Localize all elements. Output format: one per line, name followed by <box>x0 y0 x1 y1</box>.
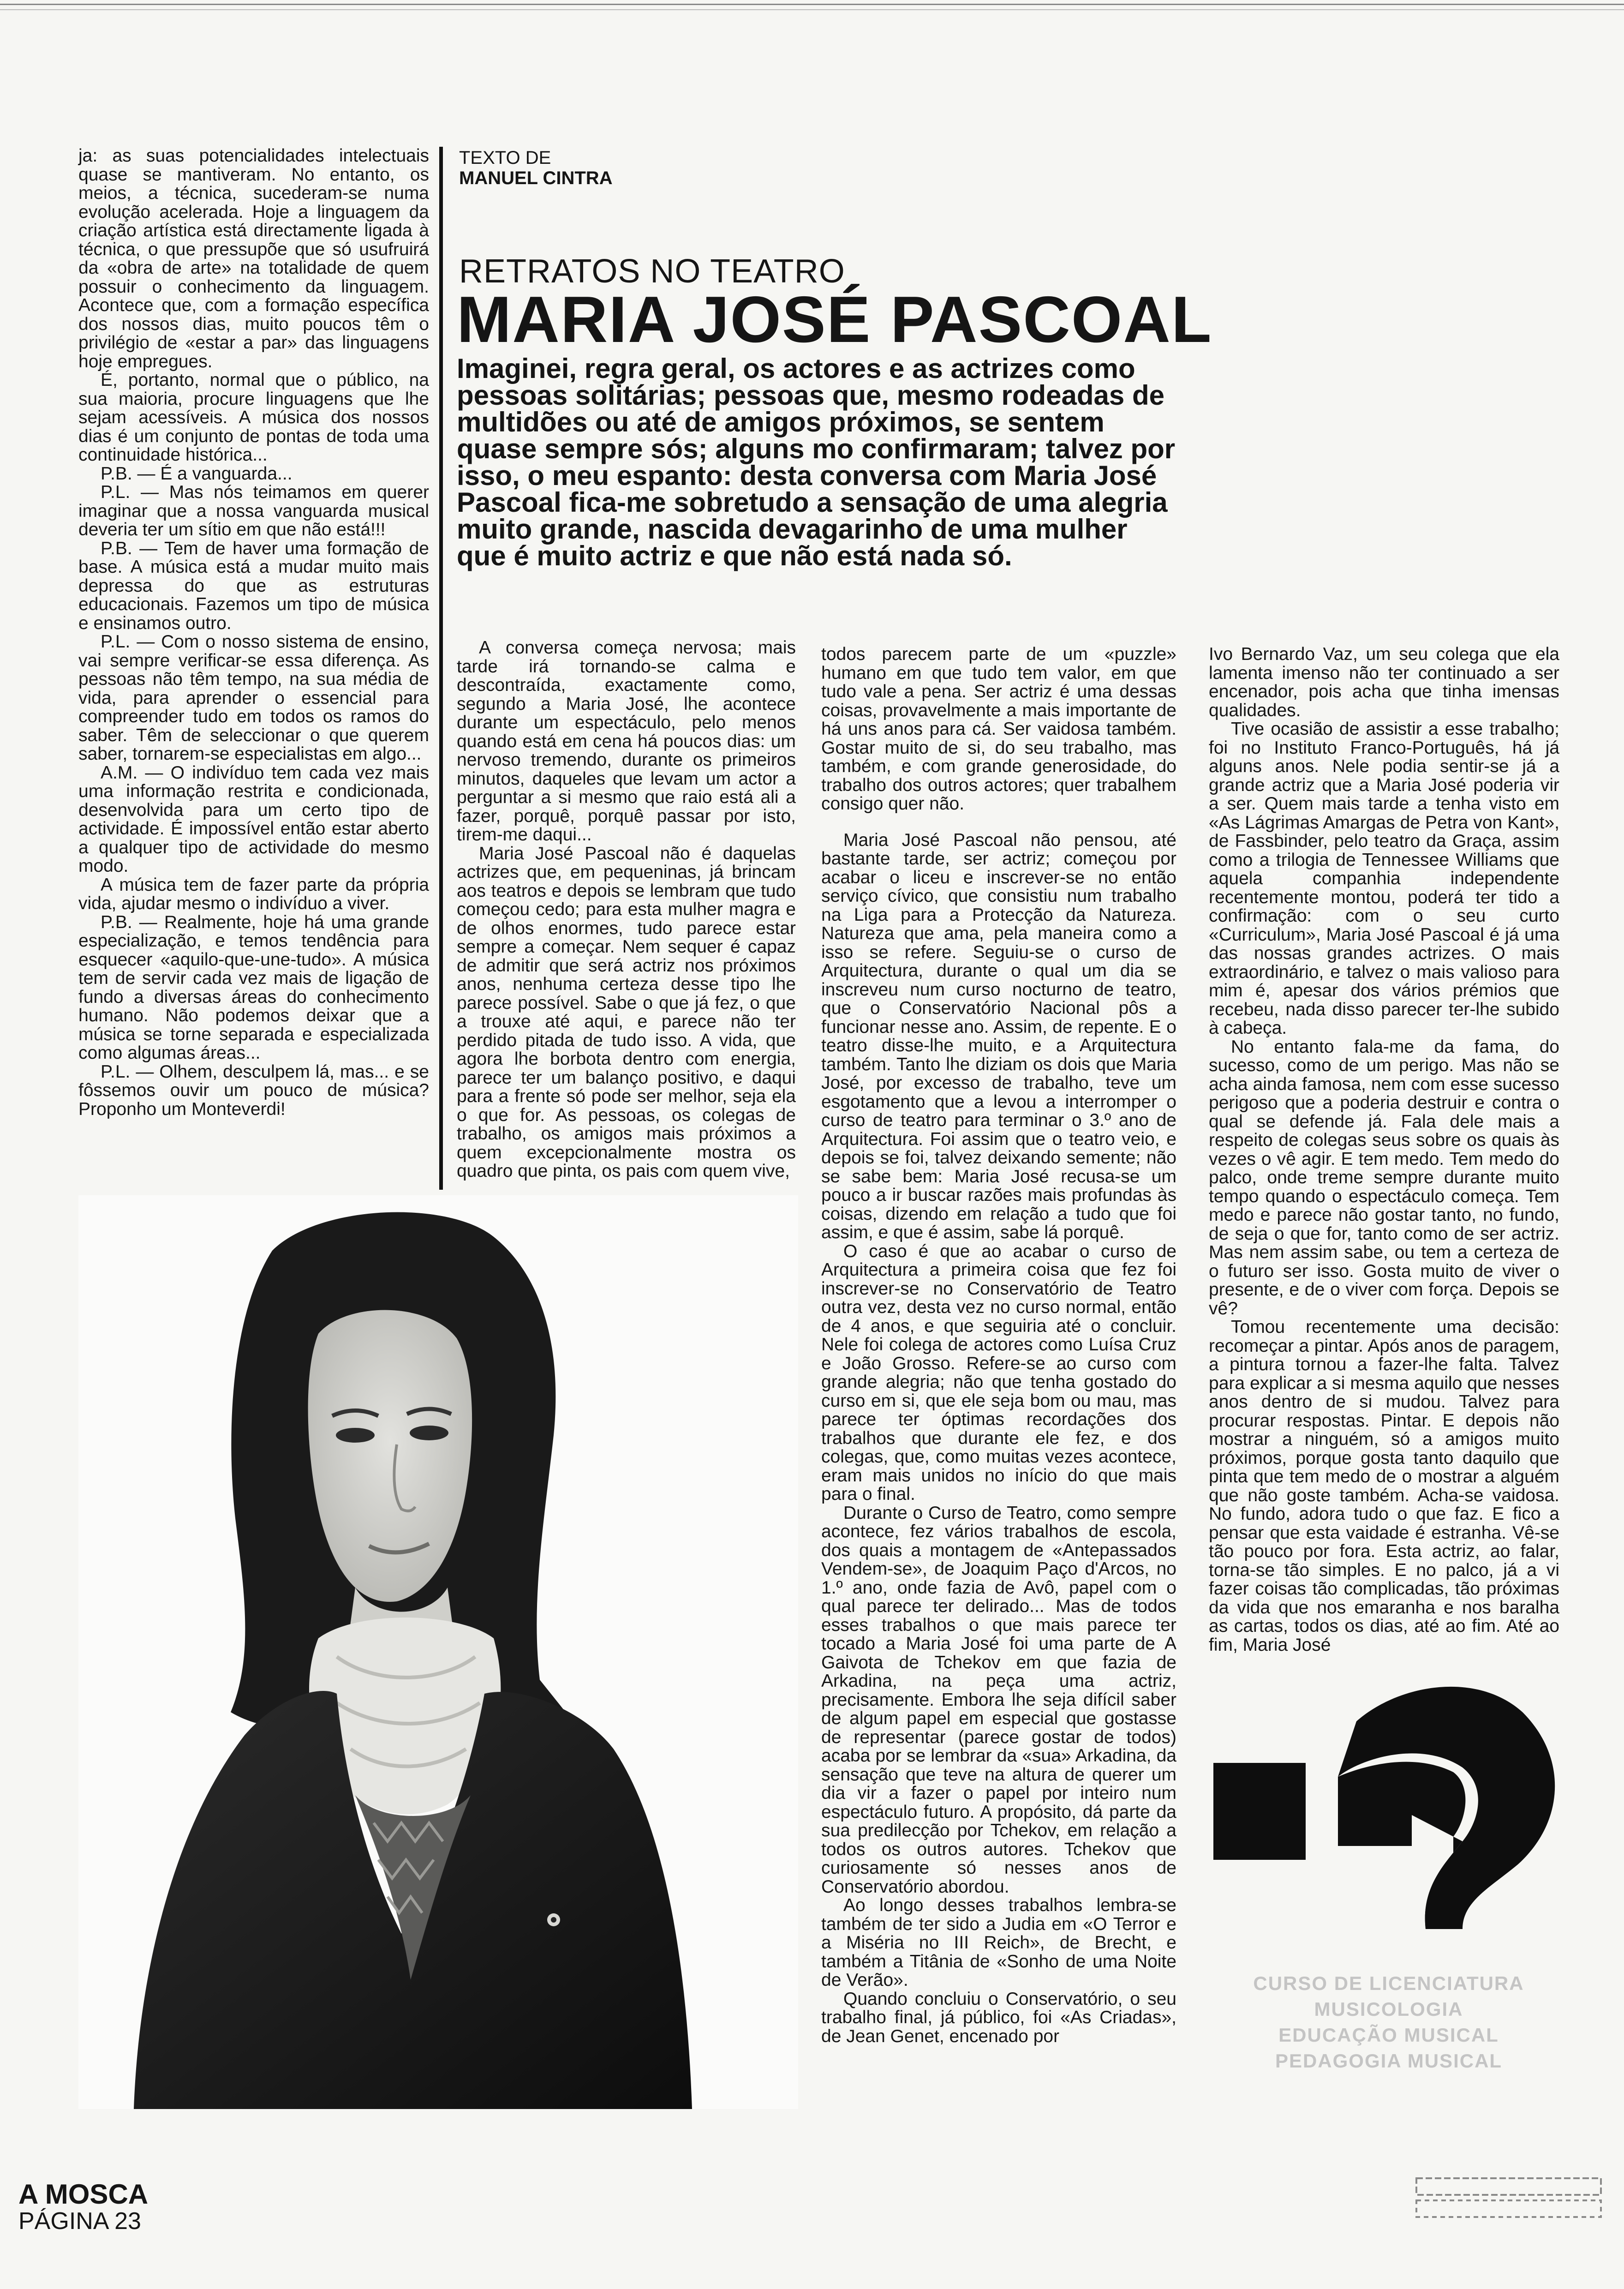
paragraph: A conversa começa nervosa; mais tarde irá tornando-se calma e descontraída, exactamente como, segundo a Maria José, lhe acontece durante um espectáculo, pelo menos quando está em cena há poucos dias: um nervoso tremendo, durante os primeiros minutos, daqueles que levam um actor a perguntar a si mesmo que raio está ali a fazer, porquê, porquê passar por isto, tirem-me daqui... <box>457 638 796 845</box>
ghost-line: MUSICOLOGIA <box>1314 1998 1463 2020</box>
byline <box>459 148 613 188</box>
top-border-line-secondary <box>0 9 1624 10</box>
paragraph: A música tem de fazer parte da própria vida, ajudar mesmo o indivíduo a viver. <box>78 875 429 913</box>
paragraph: ja: as suas potencialidades intelectuais quase se mantiveram. No entanto, os meios, a técnica, sucederam-se numa evolução acelerada. Hoje a linguagem da criação artística está directamente ligada à técnica, o que pressupõe que só usufruirá da «obra de arte» na totalidade de quem possuir o conhecimento da linguagem. Acontece que, com a formação específica dos nossos dias, muito poucos têm o privilégio de «estar a par» das linguagens hoje empregues. <box>78 146 429 372</box>
question-mark-graphic <box>1204 1671 1587 1971</box>
page-footer <box>18 2181 148 2234</box>
article-column-3 <box>1209 645 1559 1654</box>
paragraph: É, portanto, normal que o público, na sua maioria, procure linguagens que lhe sejam acessíveis. A música dos nossos dias é um conjunto de pontas de toda uma continuidade histórica... <box>78 370 429 465</box>
paragraph: Tive ocasião de assistir a esse trabalho; foi no Instituto Franco-Português, há já alguns anos. Nele podia sentir-se já a grande actriz que a Maria José poderia vir a ser. Quem mais tarde a tenha visto em «As Lágrimas Amargas de Petra von Kant», de Fassbinder, pelo teatro da Graça, assim como a trilogia de Tennessee Williams que aquela companhia independente recentemente montou, poderá ter tido a confirmação: com o seu curto «Curriculum», Maria José Pascoal é já uma das nossas grandes actrizes. O mais extraordinário, e talvez o mais valioso para mim é, apesar dos vários prémios que recebeu, nada disso parecer ter-lhe subido à cabeça. <box>1209 719 1559 1038</box>
ink-stamp <box>1412 2164 1610 2229</box>
paragraph: todos parecem parte de um «puzzle» humano em que tudo tem valor, em que tudo vale a pena. Ser actriz é uma dessas coisas, provavelmente a mais importante de há uns anos para cá. Ser vaidosa também. Gostar muito de si, do seu trabalho, mas também, e com grande generosidade, do trabalho dos outros actores; quer trabalhem consigo quer não. <box>821 644 1176 814</box>
top-border-line <box>0 4 1624 5</box>
left-column-text <box>78 147 429 1119</box>
paragraph: Maria José Pascoal não pensou, até bastante tarde, ser actriz; começou por acabar o liceu e inscrever-se no então serviço cívico, que consistiu num trabalho na Liga para a Protecção da Natureza. Natureza que ama, pela maneira como a isso se refere. Seguiu-se o curso de Arquitectura, durante o qual um dia se inscreveu num curso nocturno de teatro, que o Conservatório Nacional pôs a funcionar nesse ano. Assim, de repente. E o teatro disse-lhe muito, e a Arquitectura também. Tanto lhe diziam os dois que Maria José, por excesso de trabalho, teve um esgotamento que a levou a interromper o curso de teatro para terminar o 3.º ano de Arquitectura. Foi assim que o teatro veio, e depois se foi, talvez deixando semente; não se sabe bem: Maria José recusa-se um pouco a ir buscar razões mais profundas às coisas, dizendo em relação a tudo que foi assim, e que é assim, sabe lá porquê. <box>821 830 1176 1242</box>
faded-show-through-text <box>1223 1971 1555 2074</box>
paragraph: P.L. — Olhem, desculpem lá, mas... e se fôssemos ouvir um pouco de música? Proponho um Monteverdi! <box>78 1061 429 1119</box>
paragraph: Quando concluiu o Conservatório, o seu trabalho final, já público, foi «As Criadas», de Jean Genet, encenado por <box>821 1989 1176 2046</box>
paragraph: Maria José Pascoal não é daquelas actrizes que, em pequeninas, já brincam aos teatros e depois se lembram que tudo começou cedo; para esta mulher magra e de olhos enormes, tudo parece estar sempre a começar. Nem sequer é capaz de admitir que será actriz nos próximos anos, nenhuma certeza desse tipo lhe parece possível. Sabe o que já fez, o que a trouxe até aqui, e parece não ter perdido pitada de tudo isso. A vida, que agora lhe borbota dentro com energia, parece ter um balanço positivo, e daqui para a frente só pode ser melhor, seja ela o que for. As pessoas, os colegas de trabalho, os amigos mais próximos a quem excepcionalmente mostra os quadro que pinta, os pais com quem vive, <box>457 843 796 1181</box>
paragraph: Durante o Curso de Teatro, como sempre acontece, fez vários trabalhos de escola, dos quais a montagem de «Antepassados Vendem-se», de Joaquim Paço d'Arcos, no 1.º ano, onde fazia de Avô, papel com o qual parece ter delirado... Mas de todos esses trabalhos o que mais parece ter tocado a Maria José foi uma parte de A Gaivota de Tchekov em que fazia de Arkadina, na peça uma actriz, precisamente. Embora lhe seja difícil saber de algum papel em especial que gostasse de representar (parece gostar de todos) acaba por se lembrar da «sua» Arkadina, da sensação que teve na altura de querer um dia vir a fazer o papel por inteiro num espectáculo futuro. A propósito, dá parte da sua predilecção por Tchekov, em relação a todos os outros autores. Tchekov que curiosamente só nesses anos de Conservatório abordou. <box>821 1503 1176 1897</box>
vertical-rule <box>439 147 443 1190</box>
byline-author: MANUEL CINTRA <box>459 168 613 188</box>
paragraph: No entanto fala-me da fama, do sucesso, como de um perigo. Mas não se acha ainda famosa, nem com esse sucesso perigoso que a poderia destruir e contra o qual se defende já. Fala dele mais a respeito de colegas seus sobre os quais às vezes o vê agir. E tem medo. Tem medo do palco, onde treme sempre durante muito tempo quando o espectáculo começa. Tem medo e parece não gostar tanto, no fundo, de seja o que for, tanto como de ser actriz. Mas nem assim sabe, ou tem a certeza de o futuro ser isso. Gosta muito de viver o presente, e de o viver com força. Depois se vê? <box>1209 1037 1559 1318</box>
paragraph: P.L. — Mas nós teimamos em querer imaginar que a nossa vanguarda musical deveria ter um sítio em que não está!!! <box>78 482 429 539</box>
paragraph: Tomou recentemente uma decisão: recomeçar a pintar. Após anos de paragem, a pintura tornou a fazer-lhe falta. Talvez para explicar a si mesma aquilo que nesses anos dentro de si mudou. Talvez para procurar respostas. Pintar. E depois não mostrar a ninguém, só a amigos muito próximos, porque gosta tanto daquilo que pinta que tem medo de o mostrar a alguém que não goste também. Acha-se vaidosa. No fundo, adora tudo o que faz. E fico a pensar que esta vaidade é estranha. Vê-se tão pouco por fora. Esta actriz, ao falar, torna-se tão simples. E no palco, já a vi fazer coisas tão complicadas, tão próximas da vida que nos emaranha e nos baralha as cartas, todos os dias, até ao fim. Até ao fim, Maria José <box>1209 1317 1559 1655</box>
page-number: PÁGINA 23 <box>18 2208 141 2235</box>
paragraph: P.B. — Tem de haver uma formação de base. A música está a mudar muito mais depressa do que as estruturas educacionais. Fazemos um tipo de música e ensinamos outro. <box>78 538 429 633</box>
lead-paragraph: Imaginei, regra geral, os actores e as actrizes como pessoas solitárias; pessoas que, mesmo rodeadas de multidões ou até de amigos próximos, se sentem quase sempre sós; alguns mo confirmaram; talvez por isso, o meu espanto: desta conversa com Maria José Pascoal fica-me sobretudo a sensação de uma alegria muito grande, nascida devagarinho de uma mulher que é muito actriz e que não está nada só. <box>457 353 1176 571</box>
paragraph: A.M. — O indivíduo tem cada vez mais uma informação restrita e condicionada, desenvolvida para um certo tipo de actividade. É impossível então estar aberto a qualquer tipo de actividade do mesmo modo. <box>78 762 429 876</box>
paragraph: Ivo Bernardo Vaz, um seu colega que ela lamenta imenso não ter continuado a ser encenador, pois acha que tinha imensas qualidades. <box>1209 644 1559 720</box>
article-column-1 <box>457 639 796 1181</box>
paragraph: P.L. — Com o nosso sistema de ensino, vai sempre verificar-se essa diferença. As pessoas não têm tempo, na sua média de vida, para aprender o essencial para compreender tudo em todos os ramos do saber. Têm de seleccionar o que querem saber, tornarem-se especialistas em algo... <box>78 632 429 764</box>
paragraph: O caso é que ao acabar o curso de Arquitectura a primeira coisa que fez foi inscrever-se no Conservatório de Teatro outra vez, desta vez no curso normal, então de 4 anos, e que seguiria até o concluir. Nele foi colega de actores como Luísa Cruz e João Grosso. Refere-se ao curso com grande alegria; não que tenha gostado do curso em si, que ele seja bom ou mau, mas parece ter óptimas recordações dos trabalhos que durante ele fez, e dos colegas, que, como muitas vezes acontece, eram mais unidos no início do que mais para o final. <box>821 1241 1176 1504</box>
portrait-photo <box>78 1195 798 2109</box>
kicker: RETRATOS NO TEATRO <box>459 253 845 290</box>
ghost-line: CURSO DE LICENCIATURA <box>1253 1972 1524 1994</box>
paragraph: Ao longo desses trabalhos lembra-se também de ter sido a Judia em «O Terror e a Miséria no III Reich», de Brecht, e também a Titânia de «Sonho de uma Noite de Verão». <box>821 1895 1176 1990</box>
paragraph: P.B. — É a vanguarda... <box>101 463 293 484</box>
paragraph: P.B. — Realmente, hoje há uma grande especialização, e temos tendência para esquecer «aquilo-que-une-tudo». A música tem de servir cada vez mais de ligação de fundo a diversas áreas do conhecimento humano. Não podemos deixar que a música se torne separada e especializada como algumas áreas... <box>78 912 429 1063</box>
magazine-name: A MOSCA <box>18 2179 149 2210</box>
headline: MARIA JOSÉ PASCOAL <box>457 283 1212 356</box>
byline-label: TEXTO DE <box>459 148 551 168</box>
ghost-line: PEDAGOGIA MUSICAL <box>1275 2050 1503 2072</box>
article-column-2 <box>821 645 1176 2046</box>
ghost-line: EDUCAÇÃO MUSICAL <box>1278 2024 1499 2046</box>
